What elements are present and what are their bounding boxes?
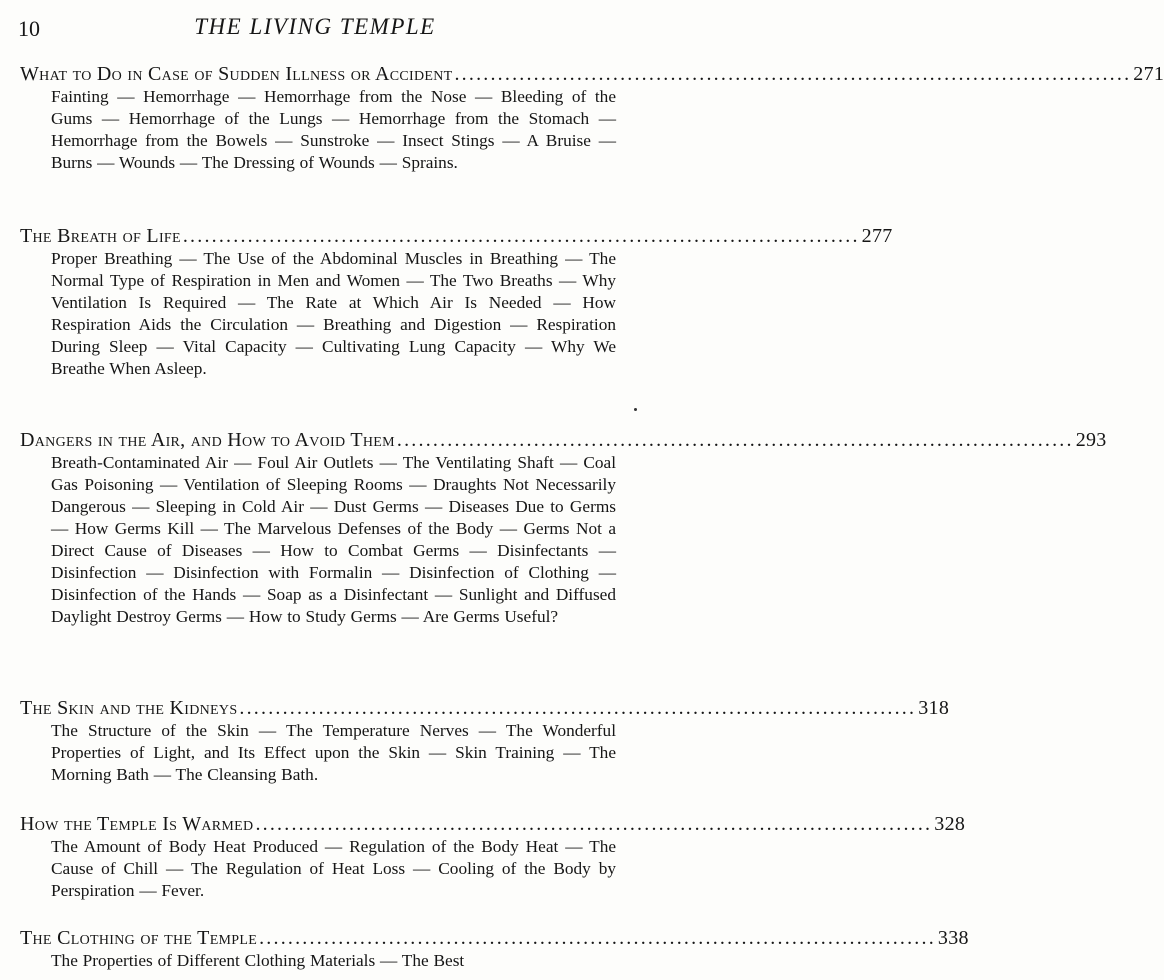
dot-leader: ..............................................................................................	[396, 429, 1074, 451]
entry-page: 318	[918, 697, 950, 719]
entry-page: 338	[937, 927, 969, 949]
running-title: THE LIVING TEMPLE	[194, 14, 436, 39]
entry-topics: The Amount of Body Heat Produced — Regulation of the Body Heat — The Cause of Chill — The Regulation of Heat Loss — Cooling of the Body by Perspiration — Fever.	[51, 837, 616, 900]
entry-title: The Breath of Life	[20, 225, 181, 247]
entry-title: The Skin and the Kidneys	[20, 697, 238, 719]
toc-entry-sudden-illness	[20, 62, 1164, 174]
entry-heading	[20, 428, 1107, 452]
entry-title: The Clothing of the Temple	[20, 927, 258, 949]
entry-title: What to Do in Case of Sudden Illness or Accident	[20, 63, 453, 85]
entry-page: 277	[861, 225, 893, 247]
entry-topics: Proper Breathing — The Use of the Abdominal Muscles in Breathing — The Normal Type of Respiration in Men and Women — The Two Breaths — Why Ventilation Is Required — The Rate at Which Air Is Needed — How Respiration Aids the Circulation — Breathing and Digestion — Respiration During Sleep — Vital Capacity — Cultivating Lung Capacity — Why We Breathe When Asleep.	[51, 249, 616, 378]
entry-topics: Breath-Contaminated Air — Foul Air Outlets — The Ventilating Shaft — Coal Gas Poisoning — Ventilation of Sleeping Rooms — Draughts Not Necessarily Dangerous — Sleeping in Cold Air — Dust Germs — Diseases Due to Germs — How Germs Kill — The Marvelous Defenses of the Body — Germs Not a Direct Cause of Diseases — How to Combat Germs — Disinfectants — Disinfection — Disinfection with Formalin — Disinfection of Clothing — Disinfection of the Hands — Soap as a Disinfectant — Sunlight and Diffused Daylight Destroy Germs — How to Study Germs — Are Germs Useful?	[51, 453, 616, 626]
entry-heading	[20, 62, 1164, 86]
dot-leader: ..............................................................................................	[182, 225, 860, 247]
entry-heading	[20, 812, 966, 836]
dot-leader: ..............................................................................................	[454, 63, 1132, 85]
ink-speck	[634, 408, 637, 411]
toc-entry-dangers-in-air	[20, 428, 1107, 628]
entry-title: How the Temple Is Warmed	[20, 813, 254, 835]
entry-page: 328	[934, 813, 966, 835]
entry-page: 271	[1133, 63, 1164, 85]
entry-topics: Fainting — Hemorrhage — Hemorrhage from the Nose — Bleeding of the Gums — Hemorrhage of the Lungs — Hemorrhage from the Stomach — Hemorrhage from the Bowels — Sunstroke — Insect Stings — A Bruise — Burns — Wounds — The Dressing of Wounds — Sprains.	[51, 87, 616, 172]
entry-heading	[20, 696, 950, 720]
toc-entry-clothing	[20, 926, 969, 972]
page-number: 10	[18, 16, 40, 41]
dot-leader: ..............................................................................................	[259, 927, 936, 949]
dot-leader: ..............................................................................................	[239, 697, 917, 719]
entry-topics: The Structure of the Skin — The Temperature Nerves — The Wonderful Properties of Light, and Its Effect upon the Skin — Skin Training — The Morning Bath — The Cleansing Bath.	[51, 721, 616, 784]
entry-heading	[20, 224, 893, 248]
entry-title: Dangers in the Air, and How to Avoid Them	[20, 429, 395, 451]
dot-leader: ..............................................................................................	[255, 813, 933, 835]
running-head	[18, 12, 612, 44]
toc-entry-breath-of-life	[20, 224, 893, 380]
toc-entry-skin-and-kidneys	[20, 696, 950, 786]
toc-entry-temple-warmed	[20, 812, 966, 902]
entry-topics: The Properties of Different Clothing Materials — The Best	[51, 951, 465, 970]
entry-heading	[20, 926, 969, 950]
entry-page: 293	[1075, 429, 1107, 451]
